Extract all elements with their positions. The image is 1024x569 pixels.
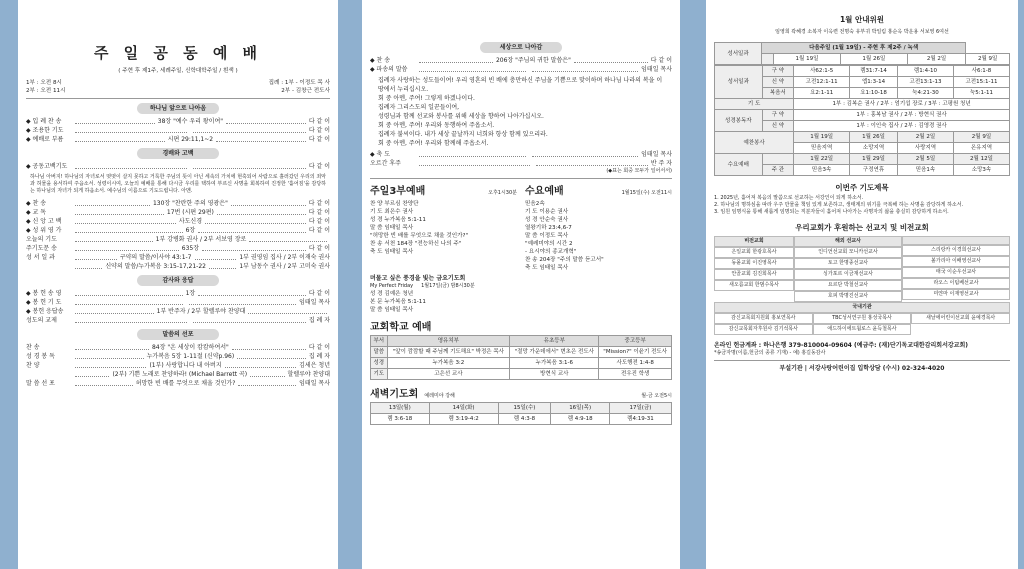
text-line: 회 중 아멘, 주여! 그렇게 하겠나이다. — [378, 95, 475, 102]
roles-cell: 눅4:21-30 — [898, 88, 954, 99]
lectionary-label: 성서일과 — [715, 43, 762, 65]
domestic-entry: 감신교목회자후원사 김기석목사 — [714, 324, 813, 335]
roles-cell — [762, 154, 794, 165]
missions-title: 우리교회가 후원하는 선교지 및 비전교회 — [795, 223, 929, 232]
ushers-list: 임영희 곽혜경 소복자 이옥련 전명숙 유부귀 박일림 홍순옥 박운용 서보영 6여선 — [775, 29, 949, 35]
roles-cell: 성서일과 — [715, 66, 763, 99]
row-person: 다 같 이 — [308, 136, 331, 143]
mission-entry: 스리랑카 이경희선교사 — [902, 245, 1010, 256]
row-label: 오르간 후주 — [370, 160, 401, 167]
roles-cell: 고전12:1-11 — [794, 77, 850, 88]
row-label: 성 경 봉 독 — [26, 353, 55, 360]
standing-note: (◆표는 회중 모두가 일어서서) — [606, 168, 672, 174]
roles-cell: 성경봉독자 — [715, 110, 763, 132]
roles-cell: 엡1:3-14 — [850, 77, 898, 88]
confession-prayer: 하나님 아버지! 하나님의 자녀로서 떳떳이 살지 못하고 거룩한 주님의 뜻이 아닌 세속의 가치에 현혹되어 사람으로 흘러갔던 우리의 죄악과 허물을 용서하여 주옵소서. 성령이시여, 오늘의 예배를 통해 다시금 우리를 택하여 부르신 사명을 회복하여 진정한 '흩어짐'을 감당하는 하나님의 자녀가 되게 하옵소서. 예수님의 이름으로 기도드립니다. 아멘. — [30, 174, 326, 194]
mission-entry: 요르단 박철선교사 — [794, 280, 902, 291]
order-row — [26, 126, 330, 135]
school-cell: 누가복음 3:1-6 — [510, 358, 599, 369]
row-person: 집 례 자 — [308, 353, 331, 360]
roles-cell: 온유지역 — [953, 143, 1009, 154]
row-person: 다 같 이 — [308, 245, 331, 252]
service-roles-table — [714, 65, 1010, 176]
row-content: 사도신경 — [178, 218, 202, 225]
date: 2월 2일 — [907, 54, 966, 65]
text-line: 축 도 임태일 목사 — [525, 265, 569, 271]
offering-account: 온라인 헌금계좌 : 하나은행 379-810004-09604 (예금주: (재)단기독교대한감리회서강교회) — [714, 342, 969, 349]
roles-cell: 1부 : 홍복남 권사 / 2부 : 방현식 권사 — [794, 110, 1010, 121]
text-line: 찬 송 204장 "주의 말씀 듣고서" — [525, 257, 604, 263]
row-content: 1부 강병화 권사 / 2부 서보영 장로 — [155, 236, 247, 243]
host-1: 집례 : 1부 - 이정도 목 사 — [268, 80, 330, 86]
school-header: 부서 — [371, 336, 388, 347]
roles-cell: 1월 26일 — [850, 132, 898, 143]
dawn-text: 렘 3:6-18 — [371, 414, 430, 425]
time-1: 1부 : 오전 8시 — [26, 80, 62, 86]
row-label: ◆ 찬 송 — [370, 57, 391, 64]
roles-cell: 기 도 — [715, 99, 794, 110]
row-person: 다 같 이 — [308, 290, 331, 297]
domestic-entry: 애드하이에트웜로스 윤득철목사 — [813, 324, 912, 335]
roles-cell: 수요예배 — [715, 154, 763, 176]
dawn-text: 렘 4:3-8 — [498, 414, 551, 425]
roles-cell: 믿음3속 — [794, 165, 850, 176]
page-edge-left — [0, 0, 18, 569]
mission-entry: 안골교회 김진희목사 — [714, 269, 794, 280]
date: 1월 19일 — [774, 54, 841, 65]
school-cell: 방현식 교사 — [510, 369, 599, 380]
row-label: ◆ 찬 송 — [26, 200, 47, 207]
mission-entry: 비전교회 — [714, 236, 794, 247]
school-cell: 고은선 교사 — [387, 369, 510, 380]
roles-cell: 1월 29일 — [850, 154, 898, 165]
wednesday-title: 수요예배 — [525, 186, 564, 197]
school-header: 중고등부 — [599, 336, 672, 347]
roles-cell: 사랑지역 — [898, 143, 954, 154]
offering-note: *송금자명(이름,헌금의 종류 기재) - 예) 홍길동감사 — [714, 350, 826, 356]
row-content: 635장 — [181, 245, 200, 252]
row-label: 성 서 일 과 — [26, 254, 55, 261]
section-sending: 세상으로 나아감 — [480, 42, 562, 53]
mission-entry: 동뫁교회 이진영목사 — [714, 258, 794, 269]
text-line: 성 경 누가복음 5:1-11 — [370, 217, 426, 223]
dawn-prayer-title: 새벽기도회 — [370, 389, 419, 400]
roles-cell: 1부 : 김복순 권사 / 2부 : 엄기섭 장로 / 3부 : 고평원 청년 — [794, 99, 1010, 110]
roles-cell: 구 약 — [762, 66, 794, 77]
roles-cell: 사62:1-5 — [794, 66, 850, 77]
text-line: 회 중 아멘, 주여! 우리와 동행하여 주옵소서. — [378, 122, 495, 129]
section-approach: 하나님 앞으로 나아옴 — [137, 103, 219, 114]
row-person: 임태일 목사 — [641, 151, 673, 158]
mission-entry: 볼가리아 이배영선교사 — [902, 256, 1010, 267]
lectionary-table — [714, 42, 1010, 65]
school-cell: 말씀 — [371, 347, 388, 358]
row-label: ◆ 신 앙 고 백 — [26, 218, 62, 225]
row-person: 다 같 이 — [308, 218, 331, 225]
worship-order-page — [18, 0, 338, 569]
row-label: ◆ 봉 헌 기 도 — [26, 299, 62, 306]
text-line: - 요시야의 종교개혁" — [525, 249, 577, 255]
order-row — [26, 208, 330, 217]
school-cell: "절망 가운데에서" 변초은 전도사 — [510, 347, 599, 358]
row-label: ◆ 교 독 — [26, 209, 47, 216]
roles-cell: 구정연휴 — [850, 165, 898, 176]
order-row — [26, 289, 330, 298]
order-row — [26, 298, 330, 307]
row-person: 다 같 이 — [308, 118, 331, 125]
school-row — [371, 369, 672, 380]
host-2: 2부 - 김창근 전도사 — [281, 88, 330, 94]
row-content: (1부) 사랑합니다 내 아버지 — [149, 362, 222, 369]
domestic-entry: 국내기관 — [714, 302, 1010, 313]
text-line: 말 씀 임태일 목사 — [370, 225, 414, 231]
row-content: 구약의 말씀/이사야 43:1-7 — [119, 254, 192, 261]
row-label: ◆ 성 위 영 가 — [26, 227, 62, 234]
roles-cell: 2월 9일 — [953, 132, 1009, 143]
row-content: 38장 "예수 우리 왕이여" — [157, 118, 224, 125]
roles-cell: 2월 12일 — [953, 154, 1009, 165]
row-content: 누가복음 5장 1-11절 (신약p.96) — [146, 353, 235, 360]
text-line: 집례자 불씨이다. 내가 세상 끝날까지 너희와 항상 함께 있으리라. — [378, 131, 548, 138]
dawn-leader: 예레미야 강해 — [424, 393, 455, 399]
row-person: 할렐루야 찬양대 — [287, 371, 331, 378]
row-label: ◆ 축 도 — [370, 151, 391, 158]
row-label: ◆ 파송의 말씀 — [370, 66, 408, 73]
text-line: 믿음2속 — [525, 201, 545, 207]
text-line: 회 중 아멘, 주여! 우리와 함께해 주옵소서. — [378, 140, 489, 147]
row-content: 1부 반주자 / 2부 할렐루야 찬양대 — [156, 308, 246, 315]
row-label: ◆ 봉 헌 송 영 — [26, 290, 62, 297]
church-school-table — [370, 335, 672, 380]
mission-entry: 인디언선교회 모니카선교사 — [794, 247, 902, 258]
school-row — [371, 347, 672, 358]
roles-cell: 신 약 — [762, 121, 794, 132]
wednesday-service — [525, 182, 672, 272]
row-content: 신약의 말씀/누가복음 3:15-17,21-22 — [105, 263, 206, 270]
roles-cell: 사6:1-8 — [953, 66, 1009, 77]
row-person: 집 례 자 — [308, 317, 331, 324]
row-person: 다 같 이 — [308, 344, 331, 351]
row-label: 주기도문 송 — [26, 245, 57, 252]
mission-entry: 은일교회 한광호목사 — [714, 247, 794, 258]
school-row — [371, 358, 672, 369]
school-cell: 기도 — [371, 369, 388, 380]
order-row — [26, 361, 330, 370]
text-line: 집례자 사랑하는 성도들이여! 우리 영혼의 빈 배에 충만하신 주님을 기쁨으로 맞이하며 하나님 나라의 복을 이 땅에서 누리십시오. — [378, 77, 663, 93]
mission-entry: 새오름교회 한범수목사 — [714, 280, 794, 291]
text-line: 말 씀 이정도 목사 — [525, 233, 569, 239]
row-label: ◆ 예배로 부름 — [26, 136, 64, 143]
roles-cell: 고전13:1-13 — [898, 77, 954, 88]
roles-cell: 2월 2일 — [898, 132, 954, 143]
roles-cell: 소망지역 — [850, 143, 898, 154]
roles-cell: 주 관 — [762, 165, 794, 176]
row-content: 84장 "온 세상이 캄캄하여서" — [151, 344, 229, 351]
school-header: 영유치부 — [387, 336, 510, 347]
order-row — [26, 370, 330, 379]
mission-entry: 호피 박명진선교사 — [794, 291, 902, 302]
dawn-day: 13일(월) — [371, 403, 430, 414]
row-label: ◆ 조용한 기도 — [26, 127, 64, 134]
text-line: 기 도 최은수 권사 — [370, 209, 414, 215]
domestic-entry: 새날에어린이선교회 윤예경목사 — [911, 313, 1010, 324]
domestic-entry: 감신교목회지원회 홍보연목사 — [714, 313, 813, 324]
sending-and-services-page — [362, 0, 680, 569]
order-row — [26, 343, 330, 352]
roles-cell: 1월 22일 — [794, 154, 850, 165]
roles-cell: 1월 19일 — [794, 132, 850, 143]
text-line: "허망한 빈 배를 무엇으로 채울 것인가?" — [370, 233, 469, 239]
roles-cell: 렘1:4-10 — [898, 66, 954, 77]
third-service-time: 오후1시30분 — [488, 190, 517, 196]
text-line: 열왕기하 23:4,6-7 — [525, 225, 572, 231]
row-content: 6장 — [185, 227, 196, 234]
roles-cell: 렘31:7-14 — [850, 66, 898, 77]
text-line: 축 도 임태일 목사 — [370, 249, 414, 255]
text-line: 2. 하나님의 명하심을 따라 우주 만물을 책임 있게 보존하고, 생태계의 위기를 극복해 하는 사명을 감당하게 하소서. — [714, 202, 964, 208]
wednesday-time: 1월15일(수) 오전11시 — [621, 190, 672, 196]
order-row — [26, 226, 330, 235]
page-edge-right — [1018, 0, 1024, 569]
third-service-title: 주일3부예배 — [370, 186, 426, 197]
announcements-page — [706, 0, 1018, 569]
footer-kindergarten: 부설기관 | 서강사랑어린이집 입학상담 (수시) 02-324-4020 — [779, 365, 945, 372]
school-cell: "앞이 깜깜할 때 주님께 기도해요" 박정은 목사 — [387, 347, 510, 358]
subtitle: ( 주현 후 제1주, 세례주일, 신학대학주일 / 흰색 ) — [118, 68, 238, 74]
school-cell: "Mission?" 이윤기 전도사 — [599, 347, 672, 358]
row-content: 시편 29:11,1~2 — [167, 136, 214, 143]
school-cell: 성경 — [371, 358, 388, 369]
row-content: 206장 "주님의 귀한 말씀은" — [495, 57, 571, 64]
row-label: 찬 양 — [26, 362, 40, 369]
row-person: 다 같 이 — [650, 57, 672, 64]
text-line: 성 경 안순숙 권사 — [525, 217, 569, 223]
order-row — [26, 316, 330, 325]
dawn-day: 15일(수) — [498, 403, 551, 414]
third-service — [370, 182, 517, 272]
dawn-time: 월-금 오전5시 — [641, 393, 672, 399]
mission-entry — [902, 236, 1010, 245]
roles-cell: 복음서 — [762, 88, 794, 99]
order-row — [26, 235, 330, 244]
prayer-topics-title: 이번주 기도제목 — [835, 183, 889, 192]
order-row — [26, 217, 330, 226]
roles-cell: 고전15:1-11 — [953, 77, 1009, 88]
next-sunday: 다음주일 (1월 19일) - 주현 후 제2주 / 녹색 — [762, 43, 966, 54]
date: 1월 26일 — [840, 54, 907, 65]
row-person: 1부 권영임 집사 / 2부 이재숙 권사 — [239, 254, 331, 261]
order-row — [26, 135, 330, 144]
page-title: 주 일 공 동 예 배 — [93, 44, 263, 62]
row-person: 임태일 목사 — [299, 380, 330, 387]
row-label: 찬 송 — [26, 344, 40, 351]
page-divider-2 — [680, 0, 706, 569]
text-line: 찬 양 부르심 찬양단 — [370, 201, 419, 207]
roles-cell: 요2:1-11 — [794, 88, 850, 99]
time-2: 2부 : 오전 11시 — [26, 88, 66, 94]
friday-subtitle: My Perfect Friday — [370, 283, 414, 289]
mission-entry: 토고 한명종선교사 — [794, 258, 902, 269]
roles-cell: 요1:10-18 — [850, 88, 898, 99]
row-content: 17번 (시편 29편) — [166, 209, 214, 216]
roles-cell: 2월 5일 — [898, 154, 954, 165]
mission-entry: 싱가포르 이금재선교사 — [794, 269, 902, 280]
school-cell: 전우진 학생 — [599, 369, 672, 380]
dawn-text: 렘 3:19-4:2 — [429, 414, 498, 425]
dawn-prayer-table — [370, 402, 672, 425]
dawn-day: 17일(금) — [609, 403, 671, 414]
row-label: ◆ 입 례 찬 송 — [26, 118, 62, 125]
friday-time: 1월17일(금) 밤8시30분 — [421, 283, 475, 289]
row-person: 다 같 이 — [308, 163, 331, 170]
order-row — [26, 253, 330, 262]
order-row — [370, 65, 672, 74]
row-person: 다 같 이 — [308, 127, 331, 134]
domestic-entry: TBC성서연구원 홍성국목사 — [813, 313, 912, 324]
school-cell: 사도행전 1:4-8 — [599, 358, 672, 369]
order-row — [370, 159, 672, 168]
text-line: 집례자 그리스도의 일꾼들이여, — [378, 104, 460, 111]
order-row — [26, 379, 330, 388]
friday-prayer — [370, 274, 672, 314]
order-row — [26, 244, 330, 253]
order-row — [26, 117, 330, 126]
row-person: 다 같 이 — [308, 200, 330, 207]
order-row — [370, 150, 672, 159]
row-content: (2부) 기쁜 노래로 찬양하라! (Michael Barrett 곡) — [112, 371, 248, 378]
order-row — [26, 307, 330, 316]
mission-entry: 태국 이순우선교사 — [902, 267, 1010, 278]
row-person: 임태일 목사 — [641, 66, 673, 73]
school-header: 유초등부 — [510, 336, 599, 347]
section-sermon: 말씀의 선포 — [137, 329, 219, 340]
section-thanks: 감사와 응답 — [137, 275, 219, 286]
row-label: 말 씀 선 포 — [26, 380, 55, 387]
row-person: 임태일 목사 — [299, 299, 331, 306]
roles-cell: 믿음1속 — [898, 165, 954, 176]
date: 2월 9일 — [966, 54, 1010, 65]
order-row — [370, 56, 672, 65]
text-line: "예레미야의 시간 2 — [525, 241, 573, 247]
text-line: 성령님과 함께 선교와 봉사를 위해 세상을 향하여 나아가십시오. — [378, 113, 544, 120]
text-line: 3. 임원 임명식을 통해 새롭게 임명되는 직분자들이 흩어져 나아가는 사명자의 삶을 충실히 감당하게 하소서. — [714, 209, 949, 215]
section-worship: 경배와 고백 — [137, 148, 219, 159]
dawn-day: 16일(목) — [551, 403, 610, 414]
text-line: 말 씀 임태일 목사 — [370, 307, 414, 313]
roles-cell: 믿음지역 — [794, 143, 850, 154]
mission-entry: 미얀마 이재영선교사 — [902, 289, 1010, 300]
text-line: 찬 송 서천 184장 "전능하신 나의 주" — [370, 241, 462, 247]
roles-cell: 1부 : 이인숙 집사 / 2부 : 김영경 권사 — [794, 121, 1010, 132]
dawn-text: 렘 4:9-18 — [551, 414, 610, 425]
mission-entry: 해외 선교사 — [794, 236, 902, 247]
row-person: 김세은 청년 — [299, 362, 331, 369]
page-divider-1 — [338, 0, 362, 569]
school-cell: 누가복음 3:2 — [387, 358, 510, 369]
row-person: 다 같 이 — [308, 209, 330, 216]
dawn-day: 14일(화) — [429, 403, 498, 414]
ushers-title: 1월 안내위원 — [839, 15, 885, 24]
row-content: 허망한 빈 배를 무엇으로 채울 것인가? — [135, 380, 236, 387]
roles-cell: 눅5:1-11 — [953, 88, 1009, 99]
roles-cell: 소망3속 — [953, 165, 1009, 176]
row-label: 오늘의 기도 — [26, 236, 57, 243]
roles-cell: 예찬봉사 — [715, 132, 794, 154]
dawn-text: 렘4:19-31 — [609, 414, 671, 425]
order-row — [26, 352, 330, 361]
row-label: ◆ 공동고백기도 — [26, 163, 68, 170]
text-line: 1. 2025년, 흩어져 복음의 말씀으로 선교하는 서강인이 되게 하소서. — [714, 195, 864, 201]
row-person: 반 주 자 — [650, 160, 673, 167]
row-person: 다 같 이 — [308, 227, 331, 234]
roles-cell: 구 약 — [762, 110, 794, 121]
row-label: 성도의 교제 — [26, 317, 57, 324]
row-label: ◆ 봉헌 응답송 — [26, 308, 64, 315]
order-row — [26, 262, 330, 271]
mission-entry: 라오스 이팀베선교사 — [902, 278, 1010, 289]
row-content: 1장 — [185, 290, 196, 297]
text-line: 본 문 누가복음 5:1-11 — [370, 299, 426, 305]
order-row — [26, 199, 330, 208]
church-school-title: 교회학교 예배 — [370, 322, 432, 333]
text-line: 성 경 김예은 청년 — [370, 291, 414, 297]
row-content: 130장 "찬란한 주의 영광은" — [152, 200, 228, 207]
friday-title: 머물고 싶은 풍경을 빛는 금요기도회 — [370, 275, 466, 282]
roles-cell: 신 약 — [762, 77, 794, 88]
text-line: 기 도 이용순 권사 — [525, 209, 569, 215]
row-person: 1부 남동수 권사 / 2부 고미숙 권사 — [239, 263, 330, 270]
order-row — [26, 162, 330, 171]
